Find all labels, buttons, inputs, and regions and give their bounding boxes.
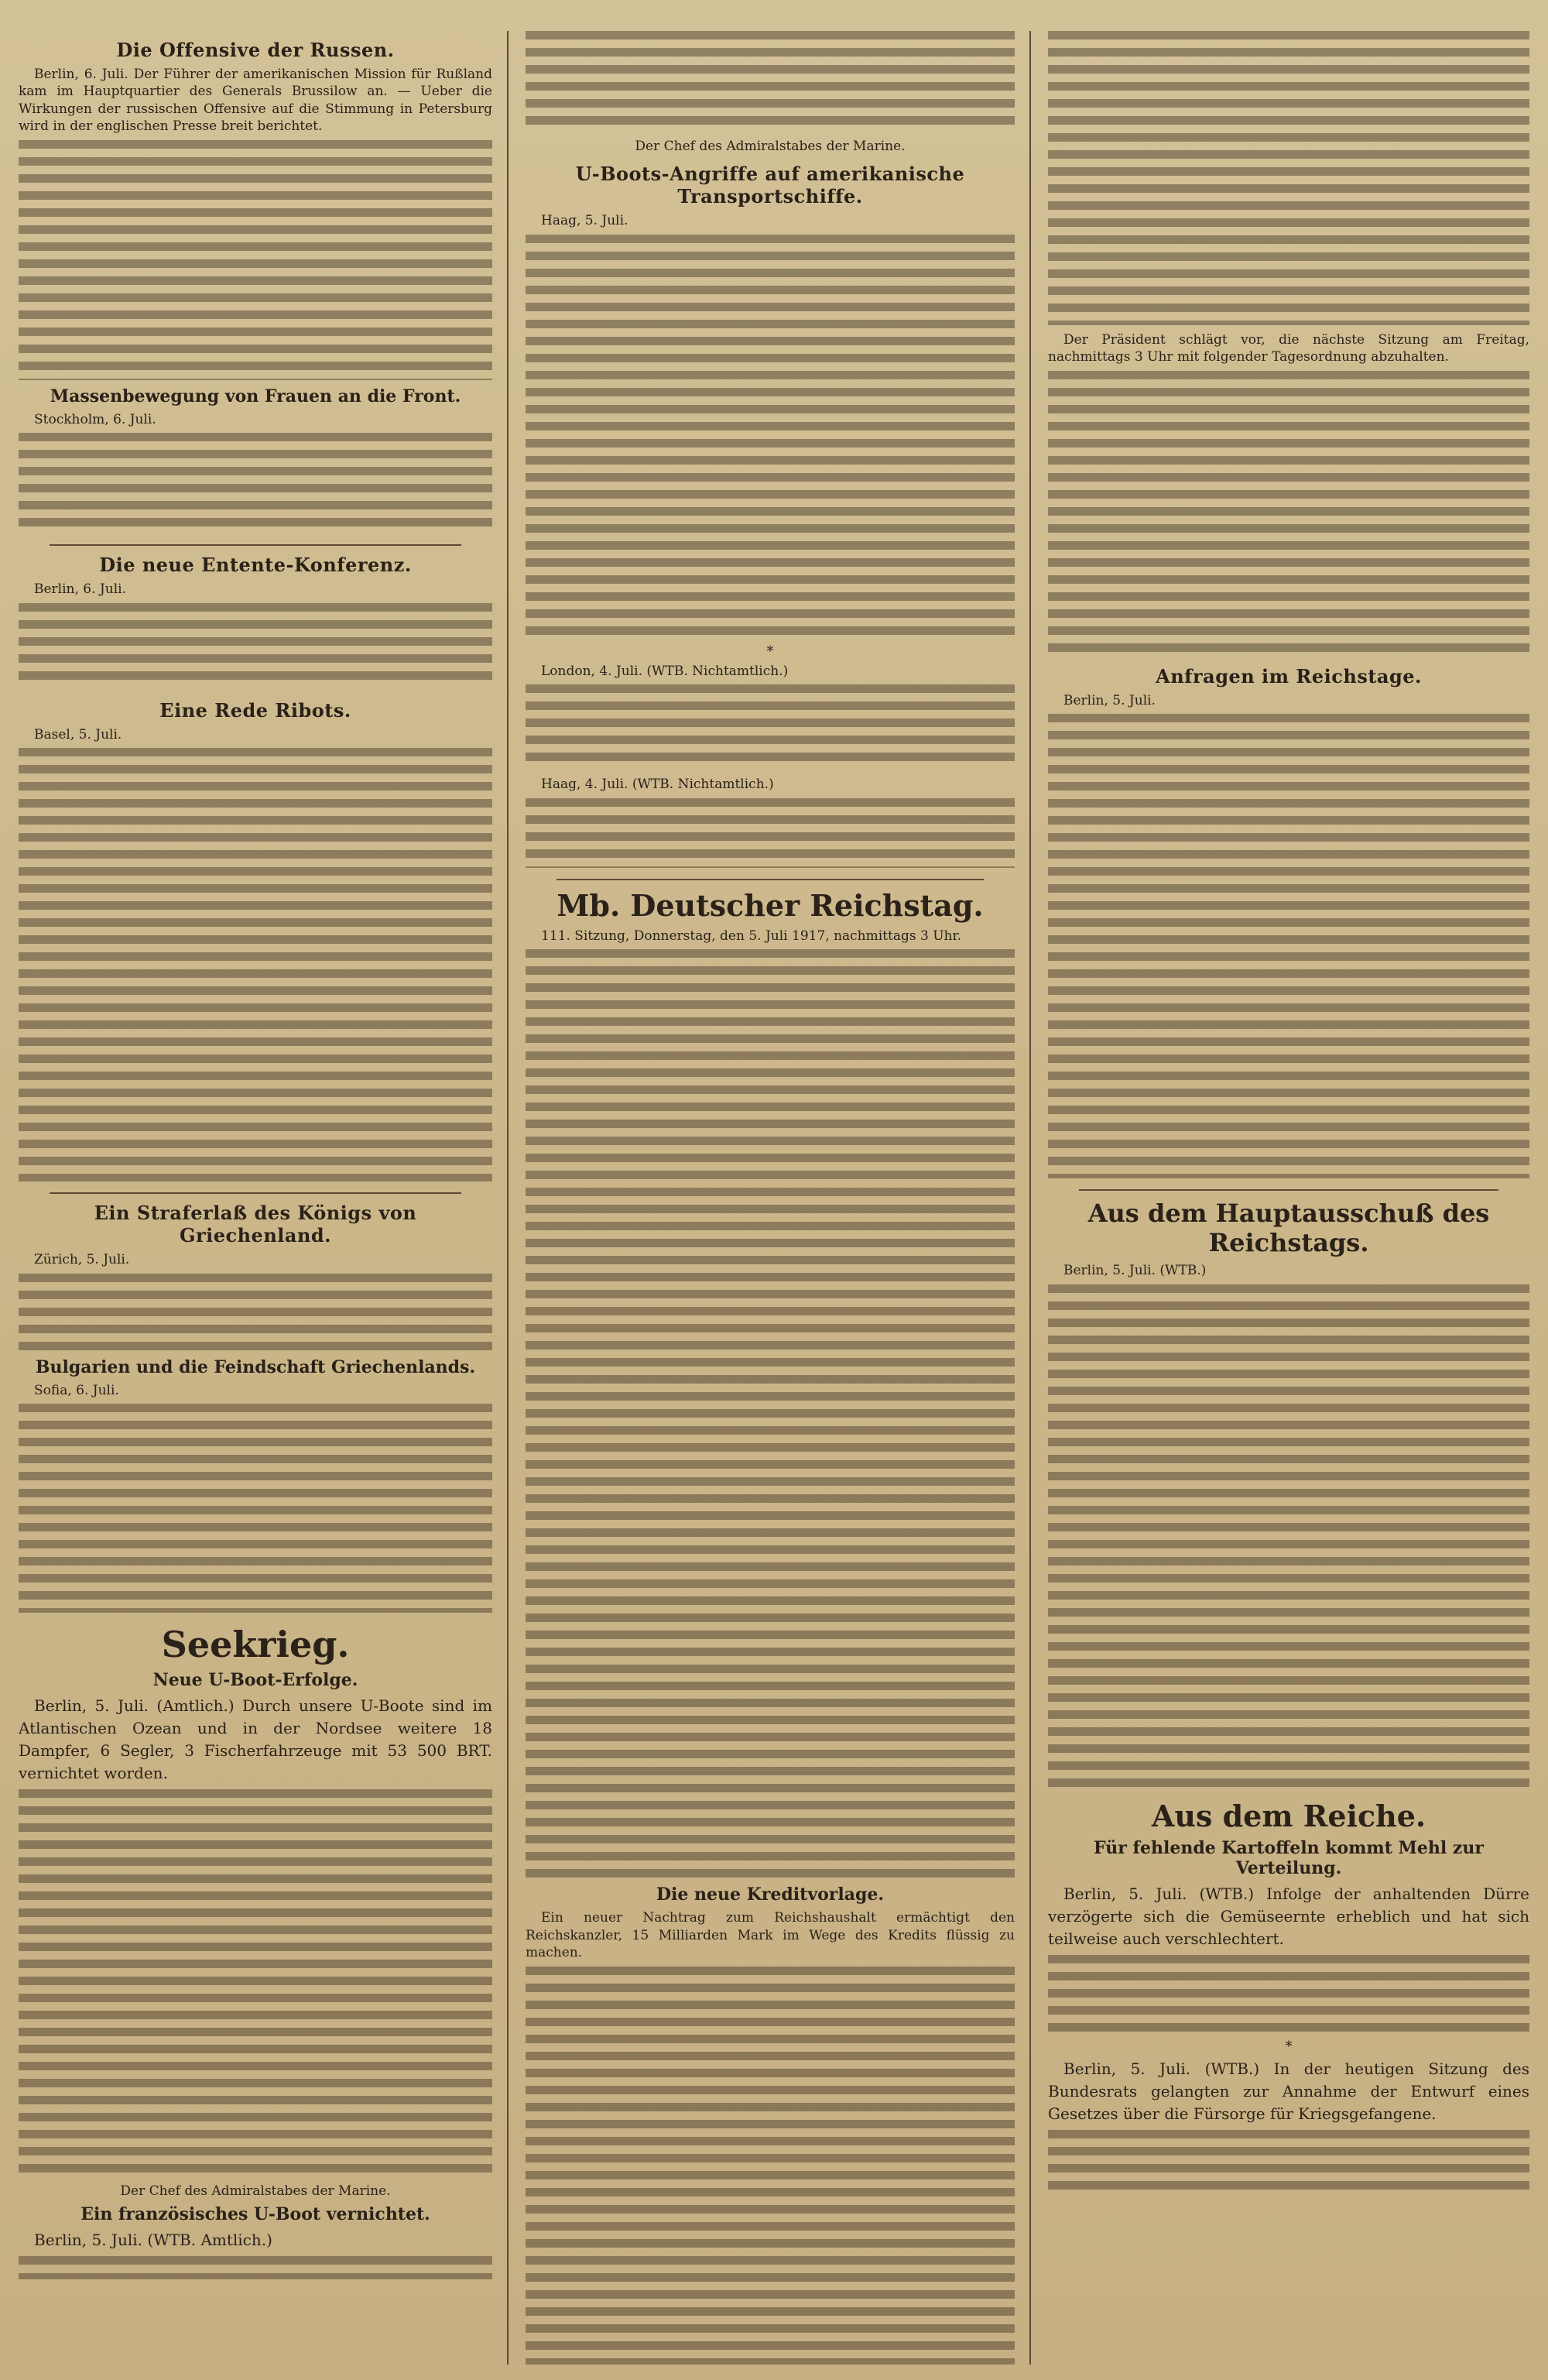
text-block — [19, 603, 492, 688]
article-subheading: Neue U-Boot-Erfolge. — [152, 1669, 358, 1690]
divider — [50, 1192, 461, 1194]
article-entente-conference — [19, 554, 492, 688]
article-text: Berlin, 6. Juli. Der Führer der amerikanischen Mission für Rußland kam im Hauptquartier des Generals Brussilow an. — Ueber die Wirkungen der russischen Offensive auf die Stimmung in Petersburg wird in der englischen Presse breit berichtet. — [19, 67, 492, 135]
article-subheading: Ein französisches U-Boot vernichtet. — [80, 2204, 430, 2225]
article-text: 111. Sitzung, Donnerstag, den 5. Juli 1917, nachmittags 3 Uhr. — [541, 928, 962, 944]
article-text: Der Präsident schlägt vor, die nächste Sitzung am Freitag, nachmittags 3 Uhr mit folgender Tagesordnung abzuhalten. — [1048, 332, 1529, 365]
article-subheading: Bulgarien und die Feindschaft Griechenlands. — [35, 1356, 476, 1377]
article-signature: Der Chef des Admiralstabes der Marine. — [635, 139, 906, 154]
article-text: Sofia, 6. Juli. — [34, 1382, 119, 1398]
article-text: Berlin, 5. Juli. — [1063, 692, 1156, 708]
column-right — [1037, 31, 1540, 2365]
section-heading: Seekrieg. — [161, 1623, 350, 1665]
divider — [557, 879, 984, 880]
article-signature: Der Chef des Admiralstabes der Marine. — [120, 2183, 391, 2199]
text-block — [19, 1789, 492, 2176]
article-text: Ein neuer Nachtrag zum Reichshaushalt ermächtigt den Reichskanzler, 15 Milliarden Mark im Wege des Kredits flüssig zu machen. — [526, 1910, 1015, 1961]
article-naval-war — [19, 1624, 492, 2279]
article-heading: Die neue Entente-Konferenz. — [99, 554, 412, 577]
section-heading: Aus dem Reiche. — [1151, 1798, 1426, 1833]
article-text: Berlin, 5. Juli. (WTB.) Infolge der anhaltenden Dürre verzögerte sich die Gemüseernte erheblich und hat sich teilweise auch verschlechtert. — [1048, 1884, 1529, 1948]
article-heading: Eine Rede Ribots. — [159, 698, 351, 722]
article-russian-offensive — [19, 39, 492, 533]
article-heading: Anfragen im Reichstage. — [1156, 664, 1422, 688]
text-block — [1048, 371, 1529, 657]
article-text: Berlin, 5. Juli. (WTB.) — [1063, 1263, 1207, 1279]
text-block — [19, 748, 492, 1181]
text-block — [19, 2256, 492, 2279]
column-left — [8, 31, 503, 2365]
article-subheading: Für fehlende Kartoffeln kommt Mehl zur Verteilung. — [1094, 1837, 1484, 1878]
column-rule — [507, 31, 509, 2365]
article-text: Berlin, 5. Juli. (WTB. Amtlich.) — [34, 2231, 272, 2250]
article-text: Stockholm, 6. Juli. — [34, 411, 156, 427]
article-greek-king — [19, 1202, 492, 1613]
article-reichstag-questions — [1048, 665, 1529, 1178]
article-text: London, 4. Juli. (WTB. Nichtamtlich.) — [541, 663, 789, 679]
article-text: Berlin, 5. Juli. (WTB.) In der heutigen Sitzung des Bundesrats gelangten zur Annahme der Entwurf eines Gesetzes über die Fürsorge für Kriegsgefangene. — [1048, 2059, 1529, 2123]
article-heading: Die Offensive der Russen. — [116, 39, 395, 61]
article-text: Haag, 5. Juli. — [541, 213, 628, 229]
article-ribot-speech — [19, 699, 492, 1181]
divider — [50, 544, 461, 546]
article-text: Haag, 4. Juli. (WTB. Nichtamtlich.) — [541, 777, 774, 793]
text-block — [1048, 2130, 1529, 2192]
article-from-the-reich — [1048, 1799, 1529, 2192]
text-block — [526, 235, 1015, 637]
separator-star: * — [766, 643, 774, 660]
text-block — [1048, 1955, 1529, 2032]
text-block — [526, 949, 1015, 1878]
article-heading: Ein Straferlaß des Königs von Griechenland. — [94, 1202, 417, 1247]
article-heading: U-Boots-Angriffe auf amerikanische Transportschiffe. — [575, 163, 965, 208]
text-block — [1048, 1284, 1529, 1788]
article-text: Berlin, 6. Juli. — [34, 581, 126, 598]
article-main-committee — [1048, 1199, 1529, 1787]
divider — [1079, 1189, 1498, 1191]
article-text: Berlin, 5. Juli. (Amtlich.) Durch unsere U-Boote sind im Atlantischen Ozean und in der Nordsee weitere 18 Dampfer, 6 Segler, 3 Fischerfahrzeuge mit 53 500 BRT. vernichtet worden. — [19, 1696, 492, 1782]
section-heading: Mb. Deutscher Reichstag. — [557, 887, 984, 923]
text-block — [19, 1274, 492, 1351]
article-reichstag — [526, 888, 1015, 2365]
column-middle — [515, 31, 1026, 2365]
text-block — [526, 798, 1015, 868]
text-block — [1048, 714, 1529, 1178]
article-subheading: Die neue Kreditvorlage. — [656, 1884, 885, 1905]
separator-star: * — [1285, 2038, 1293, 2055]
text-block — [19, 140, 492, 380]
text-block — [526, 31, 1015, 132]
text-block — [19, 433, 492, 533]
article-text: Zürich, 5. Juli. — [34, 1252, 130, 1268]
text-block — [1048, 31, 1529, 325]
text-block — [526, 1967, 1015, 2365]
article-text: Basel, 5. Juli. — [34, 726, 122, 742]
text-block — [19, 1404, 492, 1613]
text-block — [526, 684, 1015, 770]
section-heading: Aus dem Hauptausschuß des Reichstags. — [1087, 1199, 1490, 1258]
article-subheading: Massenbewegung von Frauen an die Front. — [50, 386, 461, 406]
column-rule — [1029, 31, 1031, 2365]
article-us-transports — [526, 163, 1015, 867]
